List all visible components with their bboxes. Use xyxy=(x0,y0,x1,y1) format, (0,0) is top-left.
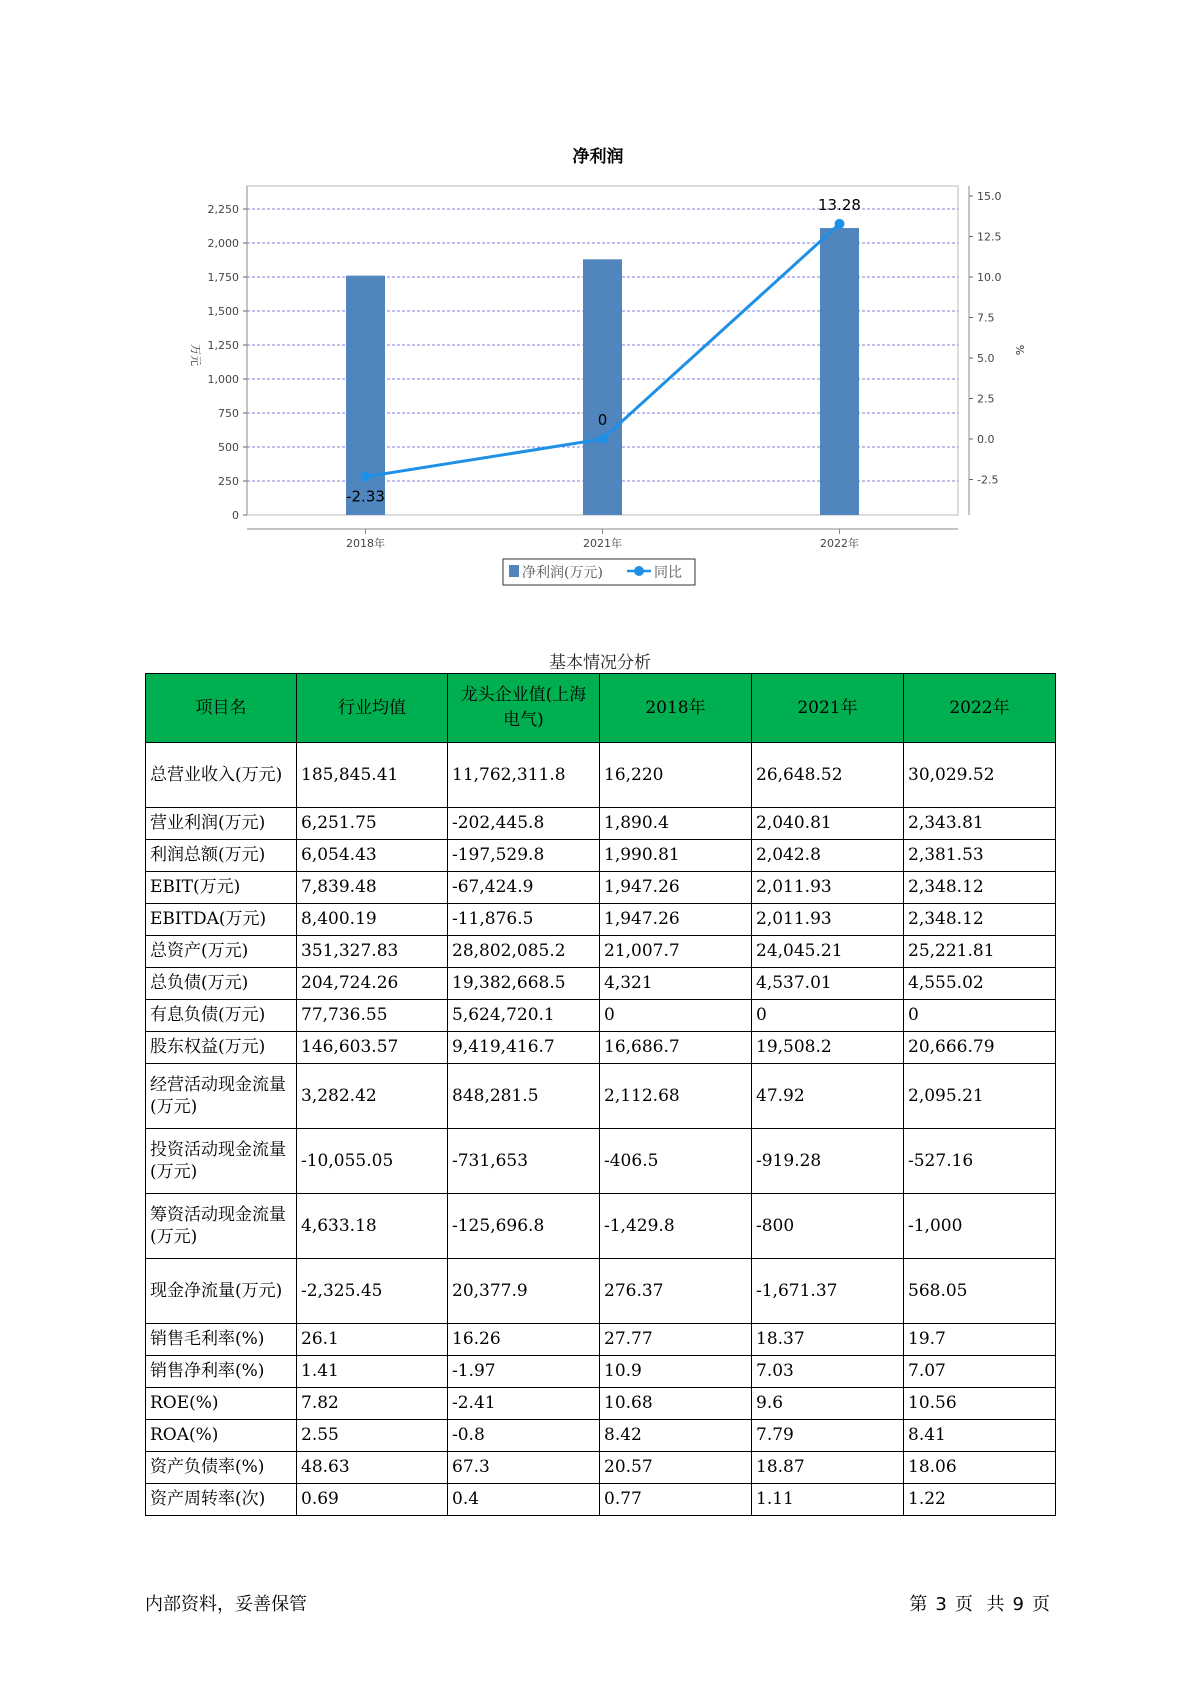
table-row xyxy=(146,1129,1056,1194)
value-cell: -1,429.8 xyxy=(600,1194,752,1259)
value-cell: -800 xyxy=(752,1194,904,1259)
value-cell: 1.11 xyxy=(752,1484,904,1516)
value-cell: -2.41 xyxy=(448,1388,600,1420)
table-row xyxy=(146,1420,1056,1452)
value-cell: 20,377.9 xyxy=(448,1259,600,1324)
value-cell: 2,042.8 xyxy=(752,840,904,872)
value-cell: -1,671.37 xyxy=(752,1259,904,1324)
table-header-row xyxy=(146,674,1056,743)
row-label-cell: 总负债(万元) xyxy=(146,968,297,1000)
table-caption: 基本情况分析 xyxy=(549,653,651,673)
line-point xyxy=(835,219,845,229)
value-cell: 5,624,720.1 xyxy=(448,1000,600,1032)
value-cell: 0 xyxy=(752,1000,904,1032)
value-cell: -10,055.05 xyxy=(297,1129,448,1194)
value-cell: 18.87 xyxy=(752,1452,904,1484)
value-cell: 0.69 xyxy=(297,1484,448,1516)
value-cell: 19,382,668.5 xyxy=(448,968,600,1000)
bar-series xyxy=(346,228,859,515)
data-label: 0 xyxy=(597,411,608,429)
value-cell: 0.4 xyxy=(448,1484,600,1516)
value-cell: 8.42 xyxy=(600,1420,752,1452)
value-cell: 1,890.4 xyxy=(600,808,752,840)
value-cell: 7.82 xyxy=(297,1388,448,1420)
row-label-cell: 投资活动现金流量(万元) xyxy=(146,1129,297,1194)
value-cell: 4,321 xyxy=(600,968,752,1000)
value-cell: 8,400.19 xyxy=(297,904,448,936)
value-cell: 2,343.81 xyxy=(904,808,1056,840)
row-label-cell: ROE(%) xyxy=(146,1388,297,1420)
value-cell: 6,054.43 xyxy=(297,840,448,872)
row-label-cell: 销售净利率(%) xyxy=(146,1356,297,1388)
y2-tick-label: 10.0 xyxy=(977,271,1002,284)
table-header-cell: 项目名 xyxy=(146,674,297,743)
y2-tick-label: 15.0 xyxy=(977,190,1002,203)
y-tick-label: 1,500 xyxy=(207,305,239,318)
data-label: -2.33 xyxy=(346,487,385,506)
value-cell: 27.77 xyxy=(600,1324,752,1356)
value-cell: 1,947.26 xyxy=(600,904,752,936)
legend-line-label: 同比 xyxy=(654,565,682,581)
data-label: 13.28 xyxy=(818,195,861,214)
value-cell: 351,327.83 xyxy=(297,936,448,968)
y-tick-label: 1,750 xyxy=(207,271,239,284)
table-row xyxy=(146,1194,1056,1259)
page-total-prefix: 共 xyxy=(986,1594,1005,1615)
value-cell: 1.41 xyxy=(297,1356,448,1388)
value-cell: 18.37 xyxy=(752,1324,904,1356)
page-number xyxy=(905,1590,1054,1616)
table-row xyxy=(146,936,1056,968)
row-label-cell: 资产周转率(次) xyxy=(146,1484,297,1516)
value-cell: -527.16 xyxy=(904,1129,1056,1194)
table-row xyxy=(146,840,1056,872)
value-cell: 10.56 xyxy=(904,1388,1056,1420)
table-row xyxy=(146,743,1056,808)
value-cell: 19.7 xyxy=(904,1324,1056,1356)
page-total: 9 xyxy=(1012,1594,1024,1615)
value-cell: 2,011.93 xyxy=(752,872,904,904)
value-cell: -2,325.45 xyxy=(297,1259,448,1324)
value-cell: -125,696.8 xyxy=(448,1194,600,1259)
row-label-cell: 筹资活动现金流量(万元) xyxy=(146,1194,297,1259)
value-cell: 10.68 xyxy=(600,1388,752,1420)
legend-bar-label: 净利润(万元) xyxy=(522,565,603,581)
value-cell: 18.06 xyxy=(904,1452,1056,1484)
value-cell: 3,282.42 xyxy=(297,1064,448,1129)
y-tick-label: 1,250 xyxy=(207,339,239,352)
row-label-cell: EBITDA(万元) xyxy=(146,904,297,936)
value-cell: 11,762,311.8 xyxy=(448,743,600,808)
value-cell: 9,419,416.7 xyxy=(448,1032,600,1064)
value-cell: 2,040.81 xyxy=(752,808,904,840)
y-tick-label: 250 xyxy=(218,475,239,488)
y-axis-label: 万元 xyxy=(189,344,202,366)
value-cell: 47.92 xyxy=(752,1064,904,1129)
value-cell: 16,220 xyxy=(600,743,752,808)
value-cell: 21,007.7 xyxy=(600,936,752,968)
y2-tick-label: 7.5 xyxy=(977,311,995,325)
table-row xyxy=(146,968,1056,1000)
line-point xyxy=(598,434,608,444)
value-cell: 7.79 xyxy=(752,1420,904,1452)
y-tick-label: 750 xyxy=(218,407,239,420)
value-cell: 8.41 xyxy=(904,1420,1056,1452)
bar xyxy=(583,259,622,515)
value-cell: 1.22 xyxy=(904,1484,1056,1516)
value-cell: 25,221.81 xyxy=(904,936,1056,968)
row-label-cell: 总营业收入(万元) xyxy=(146,743,297,808)
value-cell: 1,947.26 xyxy=(600,872,752,904)
row-label-cell: 营业利润(万元) xyxy=(146,808,297,840)
y2-tick-label: 2.5 xyxy=(977,392,995,406)
table-row xyxy=(146,808,1056,840)
value-cell: -67,424.9 xyxy=(448,872,600,904)
value-cell: 20.57 xyxy=(600,1452,752,1484)
value-cell: 7,839.48 xyxy=(297,872,448,904)
page-current: 3 xyxy=(935,1594,947,1615)
row-label-cell: 股东权益(万元) xyxy=(146,1032,297,1064)
net-profit-chart xyxy=(0,0,1191,620)
y-tick-label: 0 xyxy=(232,509,239,522)
y2-axis-label: % xyxy=(1013,344,1026,356)
value-cell: 0.77 xyxy=(600,1484,752,1516)
y-tick-label: 1,000 xyxy=(207,373,239,386)
table-row xyxy=(146,1452,1056,1484)
table-row xyxy=(146,1064,1056,1129)
value-cell: 28,802,085.2 xyxy=(448,936,600,968)
value-cell: 848,281.5 xyxy=(448,1064,600,1129)
value-cell: 0 xyxy=(600,1000,752,1032)
basic-analysis-table xyxy=(145,673,1056,1516)
value-cell: 24,045.21 xyxy=(752,936,904,968)
value-cell: 20,666.79 xyxy=(904,1032,1056,1064)
value-cell: -406.5 xyxy=(600,1129,752,1194)
table-header-cell: 2022年 xyxy=(904,674,1056,743)
value-cell: 2.55 xyxy=(297,1420,448,1452)
value-cell: 7.07 xyxy=(904,1356,1056,1388)
table-row xyxy=(146,1259,1056,1324)
y2-tick-label: 5.0 xyxy=(977,352,995,365)
page-unit: 页 xyxy=(954,1594,973,1615)
legend-bar-swatch xyxy=(509,565,519,577)
value-cell: 6,251.75 xyxy=(297,808,448,840)
y-tick-label: 2,250 xyxy=(207,203,239,216)
x-tick-label: 2021年 xyxy=(583,537,622,550)
value-cell: 185,845.41 xyxy=(297,743,448,808)
value-cell: 10.9 xyxy=(600,1356,752,1388)
value-cell: 204,724.26 xyxy=(297,968,448,1000)
row-label-cell: 现金净流量(万元) xyxy=(146,1259,297,1324)
table-row xyxy=(146,1032,1056,1064)
value-cell: 19,508.2 xyxy=(752,1032,904,1064)
table-row xyxy=(146,1000,1056,1032)
value-cell: -197,529.8 xyxy=(448,840,600,872)
value-cell: 2,348.12 xyxy=(904,904,1056,936)
value-cell: -11,876.5 xyxy=(448,904,600,936)
y2-tick-label: 12.5 xyxy=(977,230,1002,244)
value-cell: -919.28 xyxy=(752,1129,904,1194)
page-prefix: 第 xyxy=(909,1594,928,1615)
table-header-cell: 行业均值 xyxy=(297,674,448,743)
table-header-cell: 2018年 xyxy=(600,674,752,743)
value-cell: 7.03 xyxy=(752,1356,904,1388)
value-cell: 4,633.18 xyxy=(297,1194,448,1259)
bar xyxy=(820,228,859,515)
legend-line-marker xyxy=(634,566,644,576)
value-cell: 16,686.7 xyxy=(600,1032,752,1064)
row-label-cell: 资产负债率(%) xyxy=(146,1452,297,1484)
table-header-cell: 2021年 xyxy=(752,674,904,743)
row-label-cell: ROA(%) xyxy=(146,1420,297,1452)
value-cell: 2,112.68 xyxy=(600,1064,752,1129)
row-label-cell: 有息负债(万元) xyxy=(146,1000,297,1032)
row-label-cell: 经营活动现金流量(万元) xyxy=(146,1064,297,1129)
value-cell: 568.05 xyxy=(904,1259,1056,1324)
value-cell: 2,348.12 xyxy=(904,872,1056,904)
y-tick-label: 2,000 xyxy=(207,237,239,250)
value-cell: 48.63 xyxy=(297,1452,448,1484)
confidential-note: 内部资料，妥善保管 xyxy=(145,1594,307,1615)
table-row xyxy=(146,1484,1056,1516)
chart-title: 净利润 xyxy=(572,147,624,167)
value-cell: -731,653 xyxy=(448,1129,600,1194)
table-row xyxy=(146,872,1056,904)
value-cell: -1.97 xyxy=(448,1356,600,1388)
row-label-cell: 利润总额(万元) xyxy=(146,840,297,872)
value-cell: 276.37 xyxy=(600,1259,752,1324)
row-label-cell: EBIT(万元) xyxy=(146,872,297,904)
value-cell: -1,000 xyxy=(904,1194,1056,1259)
value-cell: 146,603.57 xyxy=(297,1032,448,1064)
value-cell: 4,555.02 xyxy=(904,968,1056,1000)
value-cell: 0 xyxy=(904,1000,1056,1032)
row-label-cell: 销售毛利率(%) xyxy=(146,1324,297,1356)
value-cell: 2,011.93 xyxy=(752,904,904,936)
value-cell: -0.8 xyxy=(448,1420,600,1452)
value-cell: 26.1 xyxy=(297,1324,448,1356)
x-tick-label: 2018年 xyxy=(346,537,385,550)
value-cell: 30,029.52 xyxy=(904,743,1056,808)
value-cell: 4,537.01 xyxy=(752,968,904,1000)
y2-tick-label: 0.0 xyxy=(977,433,995,446)
value-cell: 1,990.81 xyxy=(600,840,752,872)
value-cell: 77,736.55 xyxy=(297,1000,448,1032)
y-tick-label: 500 xyxy=(218,441,239,454)
value-cell: 2,095.21 xyxy=(904,1064,1056,1129)
table-row xyxy=(146,1324,1056,1356)
value-cell: -202,445.8 xyxy=(448,808,600,840)
y2-tick-label: -2.5 xyxy=(977,473,999,487)
value-cell: 9.6 xyxy=(752,1388,904,1420)
value-cell: 16.26 xyxy=(448,1324,600,1356)
chart-legend xyxy=(503,559,695,585)
value-cell: 2,381.53 xyxy=(904,840,1056,872)
table-row xyxy=(146,904,1056,936)
x-tick-label: 2022年 xyxy=(820,537,859,550)
table-row xyxy=(146,1388,1056,1420)
table-header-cell: 龙头企业值(上海电气) xyxy=(448,674,600,743)
row-label-cell: 总资产(万元) xyxy=(146,936,297,968)
value-cell: 67.3 xyxy=(448,1452,600,1484)
line-point xyxy=(361,472,371,482)
value-cell: 26,648.52 xyxy=(752,743,904,808)
table-row xyxy=(146,1356,1056,1388)
page-total-unit: 页 xyxy=(1032,1594,1050,1615)
